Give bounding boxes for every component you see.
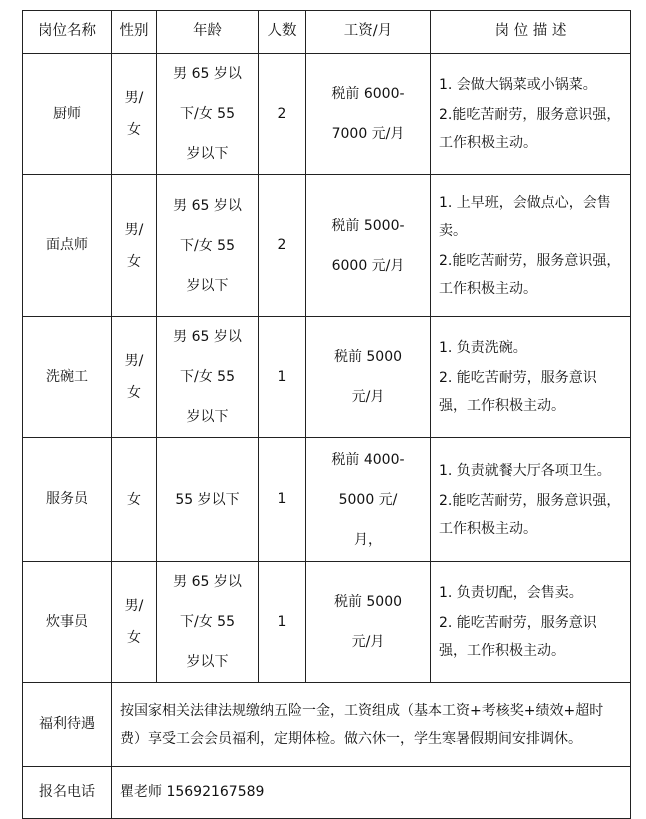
job-table: [22, 10, 631, 819]
table-row: [23, 562, 631, 683]
job-age: 男 65 岁以 下/女 55 岁以下: [157, 562, 259, 683]
table-row: [23, 175, 631, 317]
contact-text: 瞿老师 15692167589: [112, 767, 631, 819]
job-gender: 女: [112, 438, 157, 562]
job-description: 1. 上早班，会做点心，会售卖。 2.能吃苦耐劳，服务意识强，工作积极主动。: [431, 175, 631, 317]
job-count: 1: [259, 438, 306, 562]
job-name: 炊事员: [23, 562, 112, 683]
job-salary: 税前 5000- 6000 元/月: [306, 175, 431, 317]
job-age: 男 65 岁以 下/女 55 岁以下: [157, 54, 259, 175]
header-age: 年龄: [157, 11, 259, 54]
welfare-label: 福利待遇: [23, 683, 112, 767]
header-gender: 性别: [112, 11, 157, 54]
job-salary: 税前 4000- 5000 元/ 月，: [306, 438, 431, 562]
job-description: 1. 会做大锅菜或小锅菜。 2.能吃苦耐劳，服务意识强，工作积极主动。: [431, 54, 631, 175]
job-description: 1. 负责就餐大厅各项卫生。 2.能吃苦耐劳，服务意识强，工作积极主动。: [431, 438, 631, 562]
header-count: 人数: [259, 11, 306, 54]
job-description: 1. 负责洗碗。 2. 能吃苦耐劳，服务意识强，工作积极主动。: [431, 317, 631, 438]
job-gender: 男/ 女: [112, 317, 157, 438]
welfare-text: 按国家相关法律法规缴纳五险一金，工资组成（基本工资+考核奖+绩效+超时费）享受工会会员福利，定期体检。做六休一，学生寒暑假期间安排调休。: [112, 683, 631, 767]
job-name: 服务员: [23, 438, 112, 562]
job-count: 1: [259, 562, 306, 683]
job-age: 55 岁以下: [157, 438, 259, 562]
table-row: [23, 317, 631, 438]
header-desc: 岗 位 描 述: [431, 11, 631, 54]
job-name: 面点师: [23, 175, 112, 317]
job-description: 1. 负责切配，会售卖。 2. 能吃苦耐劳，服务意识强，工作积极主动。: [431, 562, 631, 683]
job-gender: 男/ 女: [112, 54, 157, 175]
header-salary: 工资/月: [306, 11, 431, 54]
job-gender: 男/ 女: [112, 175, 157, 317]
job-salary: 税前 6000- 7000 元/月: [306, 54, 431, 175]
job-name: 洗碗工: [23, 317, 112, 438]
table-row: [23, 54, 631, 175]
job-name: 厨师: [23, 54, 112, 175]
header-row: [23, 11, 631, 54]
contact-row: [23, 767, 631, 819]
job-salary: 税前 5000 元/月: [306, 317, 431, 438]
contact-label: 报名电话: [23, 767, 112, 819]
job-salary: 税前 5000 元/月: [306, 562, 431, 683]
header-name: 岗位名称: [23, 11, 112, 54]
job-count: 2: [259, 175, 306, 317]
job-count: 2: [259, 54, 306, 175]
job-age: 男 65 岁以 下/女 55 岁以下: [157, 175, 259, 317]
welfare-row: [23, 683, 631, 767]
job-gender: 男/ 女: [112, 562, 157, 683]
job-count: 1: [259, 317, 306, 438]
job-age: 男 65 岁以 下/女 55 岁以下: [157, 317, 259, 438]
table-row: [23, 438, 631, 562]
